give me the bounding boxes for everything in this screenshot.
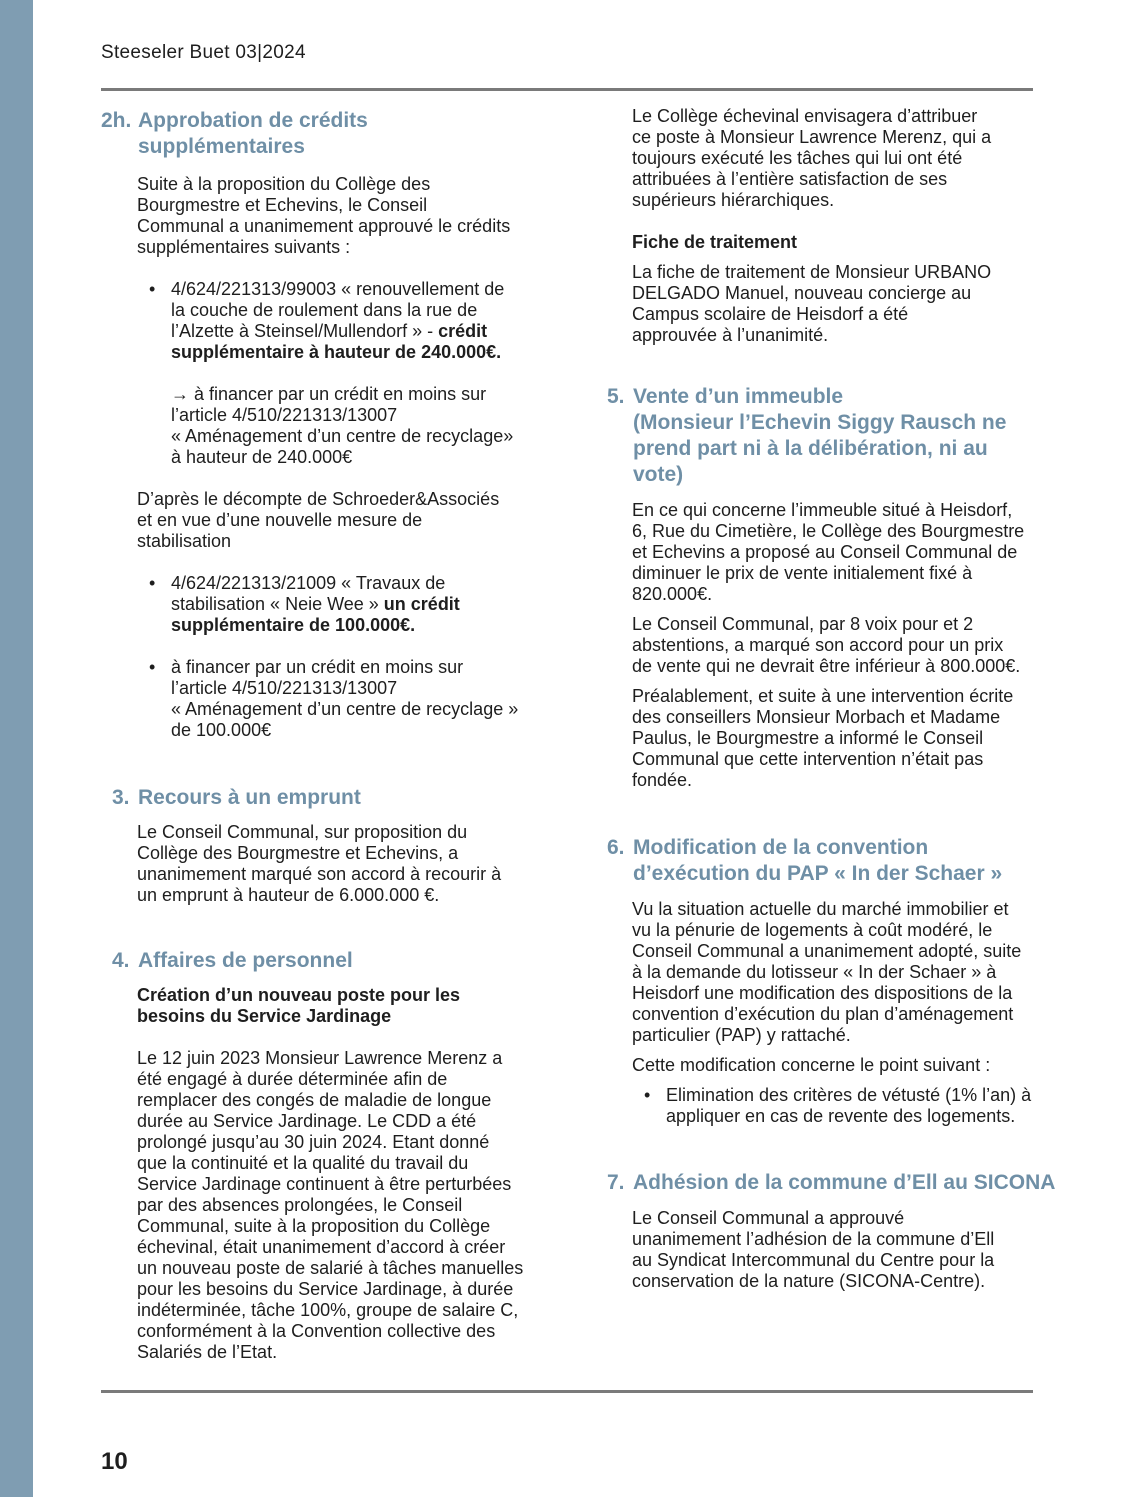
- text-line: remplacer des congés de maladie de longue: [137, 1090, 492, 1110]
- text-line: durée au Service Jardinage. Le CDD a été: [137, 1111, 477, 1131]
- text-line: « Aménagement d’un centre de recyclage »: [171, 699, 519, 719]
- text-line: Service Jardinage continuent à être perturbées: [137, 1174, 512, 1194]
- text-line: un emprunt à hauteur de 6.000.000 €.: [137, 885, 440, 905]
- section-title-line: Approbation de crédits: [138, 109, 368, 132]
- paragraph: [137, 1048, 571, 1363]
- text-line: et en vue d’une nouvelle mesure de: [137, 510, 423, 530]
- subheading: Fiche de traitement: [632, 232, 798, 252]
- bullet-mark: •: [644, 1085, 651, 1105]
- paragraph: Cette modification concerne le point suivant :: [632, 1055, 991, 1075]
- bullet-mark: •: [149, 573, 156, 593]
- section-5-body: [607, 500, 1077, 791]
- text-line: de vente qui ne devrait être inférieur à 800.000€.: [632, 656, 1021, 676]
- section-number: 7.: [607, 1171, 625, 1194]
- text-line: Collège des Bourgmestre et Echevins, a: [137, 843, 459, 863]
- section-4-heading: [101, 948, 571, 974]
- text-line: Conseil Communal a unanimement adopté, suite: [632, 941, 1022, 961]
- footer-divider: [101, 1390, 1033, 1393]
- header-divider: [101, 88, 1033, 91]
- arrow-note: [137, 384, 571, 468]
- text-line: supplémentaires suivants :: [137, 237, 351, 257]
- paragraph: [137, 174, 571, 258]
- text-line: Campus scolaire de Heisdorf a été: [632, 304, 909, 324]
- section-2h-heading: [101, 108, 571, 160]
- text-line: La fiche de traitement de Monsieur URBANO: [632, 262, 992, 282]
- text-line: Suite à la proposition du Collège des: [137, 174, 431, 194]
- section-title-line: Vente d’un immeuble: [633, 385, 844, 408]
- text-line: Le 12 juin 2023 Monsieur Lawrence Merenz a: [137, 1048, 503, 1068]
- text-line: Salariés de l’Etat.: [137, 1342, 278, 1362]
- section-title-line: vote): [633, 463, 684, 486]
- text-line: convention d’exécution du plan d’aménagement: [632, 1004, 1014, 1024]
- section-title-line: d’exécution du PAP « In der Schaer »: [633, 862, 1003, 885]
- text-line: à hauteur de 240.000€: [171, 447, 353, 467]
- text-line: unanimement l’adhésion de la commune d’Ell: [632, 1229, 995, 1249]
- subheading: [137, 985, 571, 1027]
- text-line: 820.000€.: [632, 584, 713, 604]
- text-line: vu la pénurie de logements à coût modéré, le: [632, 920, 993, 940]
- paragraph: [632, 614, 1077, 677]
- bullet-mark: •: [149, 279, 156, 299]
- page-number: 10: [101, 1448, 128, 1475]
- text-line: supérieurs hiérarchiques.: [632, 190, 835, 210]
- text-line: prolongé jusqu’au 30 juin 2024. Etant donné: [137, 1132, 490, 1152]
- text-line: 4/624/221313/99003 « renouvellement de: [171, 279, 505, 299]
- text-line: Communal que cette intervention n’était pas: [632, 749, 984, 769]
- bold-text: crédit: [438, 321, 488, 341]
- list-item: [137, 573, 571, 636]
- text-line: unanimement marqué son accord à recourir à: [137, 864, 502, 884]
- section-title-line: Modification de la convention: [633, 836, 929, 859]
- text-line: à la demande du lotisseur « In der Schaer » à: [632, 962, 997, 982]
- bold-text: supplémentaire à hauteur de 240.000€.: [171, 342, 502, 362]
- section-6-body: [607, 899, 1077, 1127]
- list-item: [137, 279, 571, 363]
- bullet-mark: •: [149, 657, 156, 677]
- text-line: besoins du Service Jardinage: [137, 1006, 392, 1026]
- text-line: 4/624/221313/21009 « Travaux de: [171, 573, 446, 593]
- text-line: Création d’un nouveau poste pour les: [137, 985, 461, 1005]
- bold-text: un crédit: [383, 594, 460, 614]
- text-line: à financer par un crédit en moins sur: [171, 657, 464, 677]
- text-line: de 100.000€: [171, 720, 272, 740]
- text-line: et Echevins a proposé au Conseil Communal de: [632, 542, 1018, 562]
- text-line: Heisdorf une modification des dispositions de la: [632, 983, 1013, 1003]
- text-line: appliquer en cas de revente des logements.: [666, 1106, 1016, 1126]
- text-line: Communal, suite à la proposition du Collège: [137, 1216, 491, 1236]
- text-line: par des absences prolongées, le Conseil: [137, 1195, 463, 1215]
- text-line: Paulus, le Bourgmestre a informé le Conseil: [632, 728, 984, 748]
- section-title-line: supplémentaires: [138, 135, 305, 158]
- list-item: [632, 1085, 1077, 1127]
- section-title-line: Recours à un emprunt: [138, 786, 361, 809]
- text-line: échevinal, était unanimement d’accord à créer: [137, 1237, 506, 1257]
- section-number: 5.: [607, 385, 625, 408]
- section-5-heading: [607, 384, 1077, 488]
- text-line: un nouveau poste de salarié à tâches manuelles: [137, 1258, 524, 1278]
- section-6-heading: [607, 835, 1077, 887]
- text-line: Le Conseil Communal, sur proposition du: [137, 822, 468, 842]
- text-line: [171, 321, 571, 342]
- text-line: DELGADO Manuel, nouveau concierge au: [632, 283, 972, 303]
- section-number: 4.: [112, 949, 130, 972]
- text-line: été engagé à durée déterminée afin de: [137, 1069, 448, 1089]
- text-line: « Aménagement d’un centre de recyclage»: [171, 426, 514, 446]
- text-line: Bourgmestre et Echevins, le Conseil: [137, 195, 428, 215]
- text-line: Elimination des critères de vétusté (1% l’an) à: [666, 1085, 1032, 1105]
- paragraph: [632, 899, 1077, 1046]
- text-line: au Syndicat Intercommunal du Centre pour la: [632, 1250, 995, 1270]
- text-line: des conseillers Monsieur Morbach et Madame: [632, 707, 1001, 727]
- section-7-body: [607, 1208, 1077, 1292]
- text-line: conformément à la Convention collective des: [137, 1321, 496, 1341]
- text-line: En ce qui concerne l’immeuble situé à Heisdorf,: [632, 500, 1013, 520]
- list-item: [137, 657, 571, 741]
- text-line: approuvée à l’unanimité.: [632, 325, 829, 345]
- section-3-heading: [101, 785, 571, 811]
- section-title-line: Affaires de personnel: [138, 949, 353, 972]
- section-4-body: [101, 985, 571, 1363]
- section-title-line: (Monsieur l’Echevin Siggy Rausch ne: [633, 411, 1007, 434]
- text-line: Le Conseil Communal, par 8 voix pour et 2: [632, 614, 974, 634]
- text-line: attribuées à l’entière satisfaction de ses: [632, 169, 948, 189]
- paragraph: [632, 500, 1077, 605]
- text-line: abstentions, a marqué son accord pour un prix: [632, 635, 1004, 655]
- text-line: D’après le décompte de Schroeder&Associés: [137, 489, 500, 509]
- side-color-band: [0, 0, 33, 1497]
- text-line: conservation de la nature (SICONA-Centre).: [632, 1271, 986, 1291]
- section-number: 2h.: [101, 109, 132, 132]
- text-line: stabilisation: [137, 531, 232, 551]
- section-title-line: Adhésion de la commune d’Ell au SICONA: [633, 1171, 1056, 1194]
- text-line: pour les besoins du Service Jardinage, à durée: [137, 1279, 514, 1299]
- text-line: l’article 4/510/221313/13007: [171, 405, 398, 425]
- text-line: que la continuité et la qualité du travail du: [137, 1153, 469, 1173]
- text-line: Préalablement, et suite à une intervention écrite: [632, 686, 1014, 706]
- text-line: Vu la situation actuelle du marché immobilier et: [632, 899, 1009, 919]
- continued-text: [607, 106, 1077, 346]
- text-line: particulier (PAP) y rattaché.: [632, 1025, 851, 1045]
- section-number: 3.: [112, 786, 130, 809]
- section-2h-body: [101, 174, 571, 741]
- text-line: 6, Rue du Cimetière, le Collège des Bourgmestre: [632, 521, 1025, 541]
- publication-title: Steeseler Buet 03|2024: [101, 42, 306, 63]
- section-title-line: prend part ni à la délibération, ni au: [633, 437, 988, 460]
- left-column: [101, 108, 571, 1363]
- text-line: indéterminée, tâche 100%, groupe de salaire C,: [137, 1300, 519, 1320]
- right-column: [607, 106, 1077, 1292]
- paragraph: [632, 686, 1077, 791]
- bold-text: supplémentaire de 100.000€.: [171, 615, 416, 635]
- section-7-heading: [607, 1170, 1077, 1196]
- text-span: l’Alzette à Steinsel/Mullendorf » -: [171, 321, 439, 341]
- text-line: l’article 4/510/221313/13007: [171, 678, 398, 698]
- text-line: toujours exécuté les tâches qui lui ont été: [632, 148, 963, 168]
- section-3-body: [101, 822, 571, 906]
- text-line: Le Conseil Communal a approuvé: [632, 1208, 905, 1228]
- text-line: ce poste à Monsieur Lawrence Merenz, qui a: [632, 127, 992, 147]
- text-line: Communal a unanimement approuvé le crédits: [137, 216, 511, 236]
- text-line: fondée.: [632, 770, 693, 790]
- paragraph: [137, 489, 571, 552]
- text-line: [171, 594, 571, 615]
- text-line: → à financer par un crédit en moins sur: [171, 384, 487, 404]
- text-line: Le Collège échevinal envisagera d’attribuer: [632, 106, 978, 126]
- text-span: stabilisation « Neie Wee »: [171, 594, 384, 614]
- text-line: la couche de roulement dans la rue de: [171, 300, 478, 320]
- section-number: 6.: [607, 836, 625, 859]
- text-line: diminuer le prix de vente initialement fixé à: [632, 563, 973, 583]
- paragraph: [632, 262, 1077, 346]
